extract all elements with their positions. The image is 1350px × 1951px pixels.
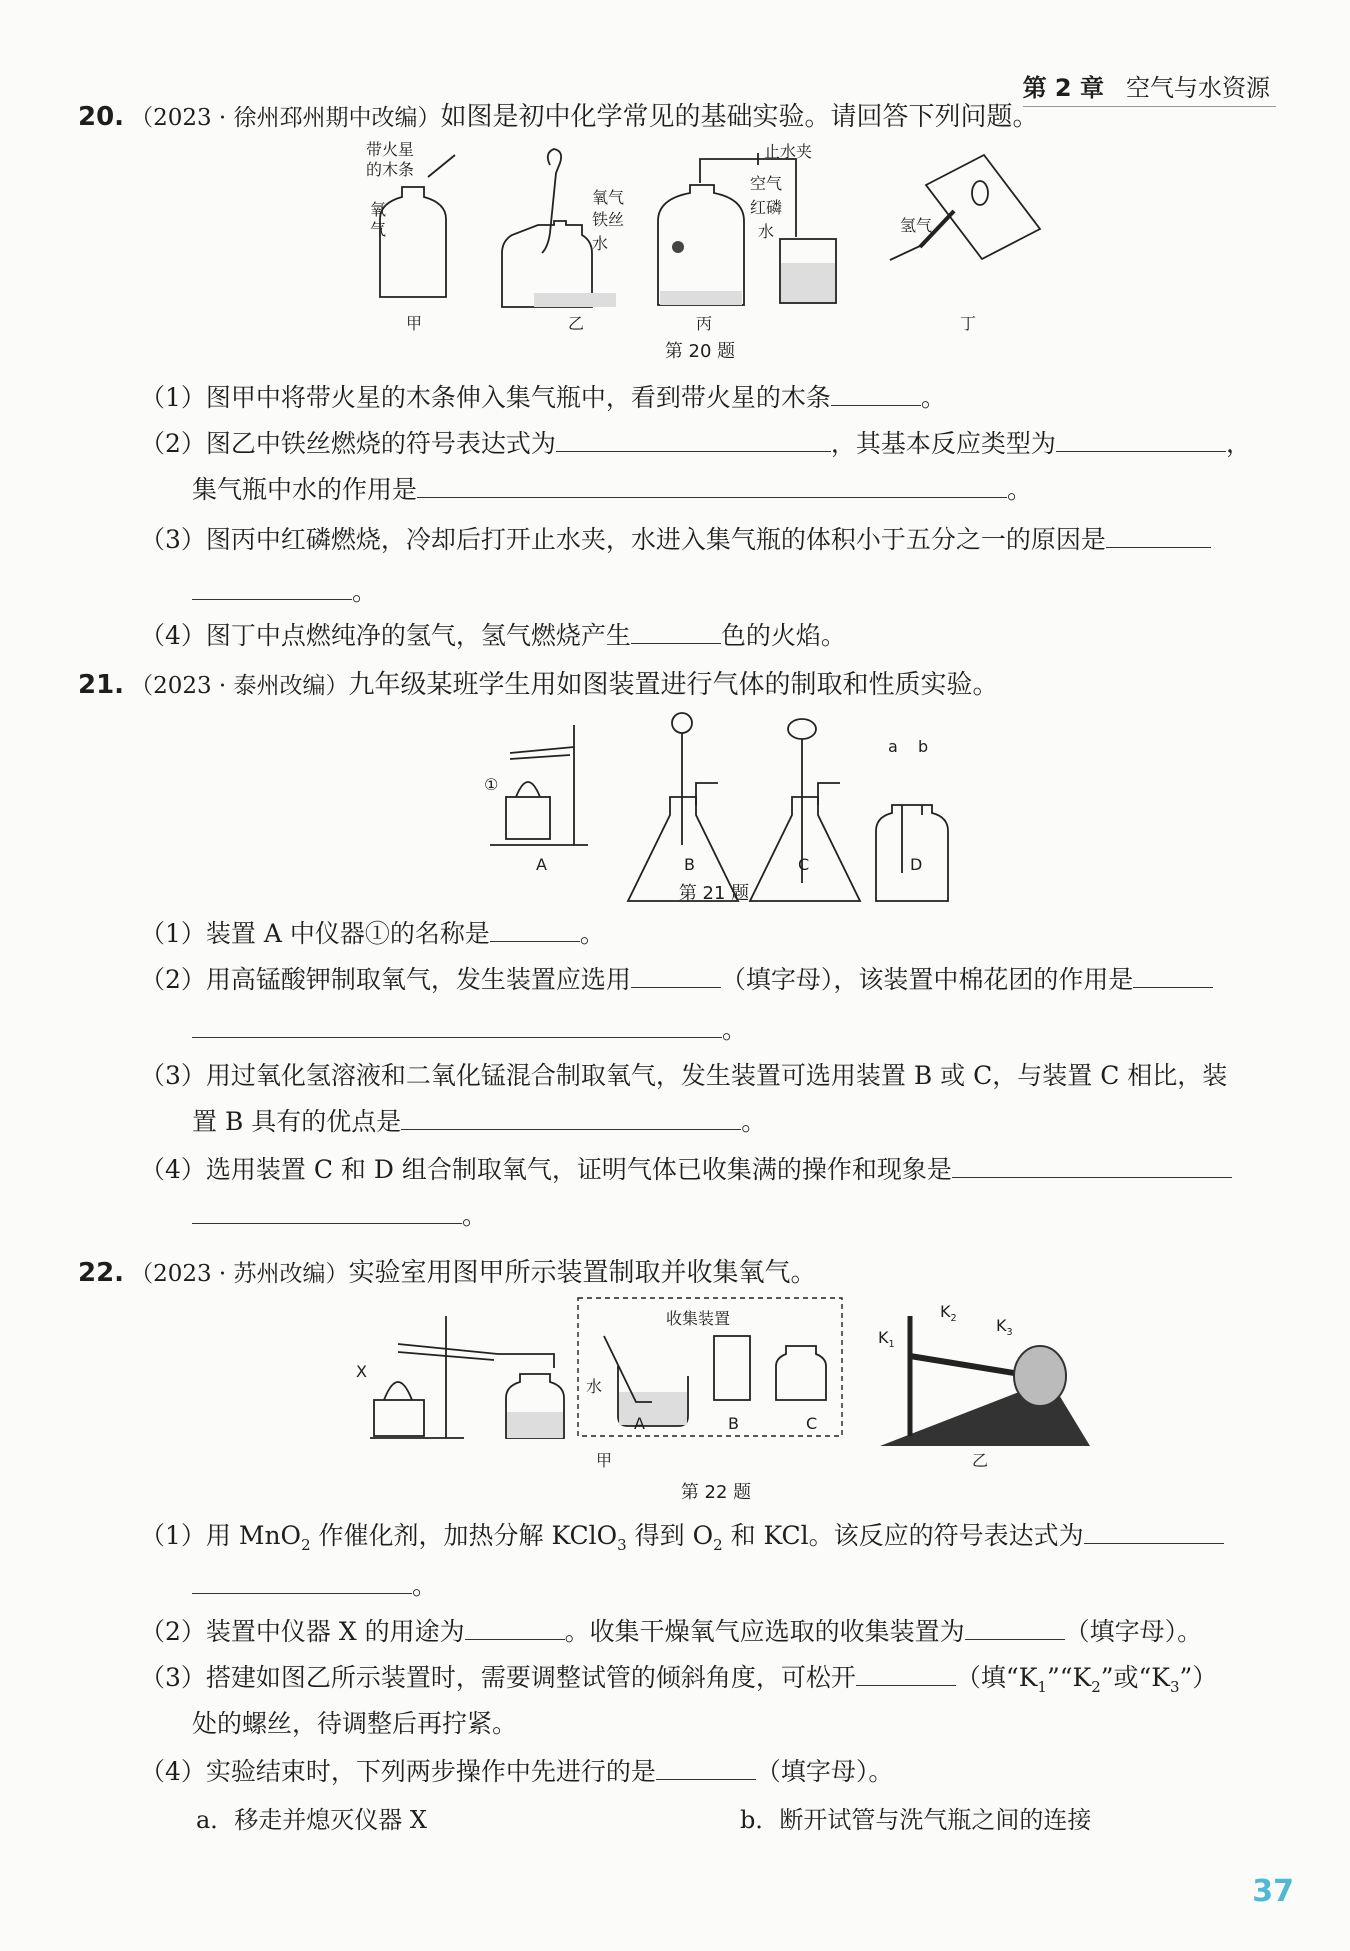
answer-blank[interactable]: [631, 963, 721, 988]
answer-blank[interactable]: [656, 1755, 756, 1780]
page-number: 37: [1252, 1874, 1294, 1909]
chapter-title: 空气与水资源: [1126, 74, 1270, 102]
q21-item3: （3）用过氧化氢溶液和二氧化锰混合制取氧气，发生装置可选用装置 B 或 C，与装置 C 相比，装: [140, 1061, 1228, 1090]
label-water: 水: [586, 1377, 603, 1396]
label-collect-device: 收集装置: [666, 1309, 731, 1328]
answer-blank[interactable]: [192, 1199, 462, 1224]
q21-caption: 第 21 题: [678, 883, 750, 904]
answer-blank[interactable]: [1084, 1519, 1224, 1544]
q20-figure: [360, 135, 1080, 360]
q22-item3-cont: 处的螺丝，待调整后再拧紧。: [192, 1709, 518, 1738]
chapter-header: [1023, 68, 1270, 103]
label-A: A: [536, 855, 547, 874]
label-oxygen: 氧气: [592, 188, 625, 207]
label-K1: $K_1$: [878, 1328, 895, 1351]
q21-stem: 九年级某班学生用如图装置进行气体的制取和性质实验。: [348, 670, 999, 700]
label-ding: 丁: [960, 314, 977, 333]
q22-option-a: a．移走并熄灭仪器 X: [196, 1806, 428, 1834]
label-B: B: [684, 855, 695, 874]
answer-blank[interactable]: [192, 1569, 412, 1594]
q22-item1-cont: 。: [192, 1566, 437, 1602]
q20-item1: （1）图甲中将带火星的木条伸入集气瓶中，看到带火星的木条 。: [140, 383, 946, 412]
label-instrument-1: ①: [484, 775, 499, 794]
header-rule: [1023, 106, 1276, 107]
answer-blank[interactable]: [965, 1615, 1065, 1640]
answer-blank[interactable]: [556, 427, 831, 452]
q22-stem: 实验室用图甲所示装置制取并收集氧气。: [348, 1258, 817, 1288]
answer-blank[interactable]: [1133, 963, 1213, 988]
q20-item4: （4）图丁中点燃纯净的氢气，氢气燃烧产生 色的火焰。: [140, 621, 846, 650]
answer-blank[interactable]: [1106, 523, 1211, 548]
label-oxygen-v2: 气: [370, 220, 387, 239]
answer-blank[interactable]: [465, 1615, 565, 1640]
answer-blank[interactable]: [831, 381, 921, 406]
q22-source: （2023 · 苏州改编）: [130, 1261, 349, 1287]
label-C: C: [798, 855, 810, 874]
q21-source: （2023 · 泰州改编）: [130, 673, 349, 699]
answer-blank[interactable]: [952, 1153, 1232, 1178]
q21-apparatus-drawing: [470, 705, 970, 905]
label-air: 空气: [750, 174, 783, 193]
answer-blank[interactable]: [490, 917, 580, 942]
q22-figure: [350, 1296, 1090, 1508]
q22-item2: （2）装置中仪器 X 的用途为 。收集干燥氧气应选取的收集装置为 （填字母）。: [140, 1617, 1203, 1646]
label-yi: 乙: [972, 1451, 989, 1470]
answer-blank[interactable]: [192, 575, 352, 600]
q20-source: （2023 · 徐州邳州期中改编）: [130, 105, 441, 131]
q21-item3-cont: 置 B 具有的优点是 。: [192, 1107, 767, 1136]
label-K2: $K_2$: [940, 1302, 957, 1325]
q21-number: 21.: [78, 670, 125, 700]
q22-number: 22.: [78, 1258, 125, 1288]
label-b: b: [918, 737, 929, 756]
label-bing: 丙: [696, 314, 713, 333]
q21-heading: [78, 664, 999, 701]
label-a: a: [888, 737, 898, 756]
q21-item4-cont: 。: [192, 1196, 487, 1232]
q21-item4: （4）选用装置 C 和 D 组合制取氧气，证明气体已收集满的操作和现象是: [140, 1150, 1232, 1186]
q22-item4: （4）实验结束时，下列两步操作中先进行的是 （填字母）。: [140, 1757, 894, 1786]
answer-blank[interactable]: [1056, 427, 1226, 452]
q22-heading: [78, 1252, 817, 1289]
label-splint-line1: 带火星: [366, 140, 415, 159]
label-red-phosphorus: 红磷: [750, 198, 783, 217]
answer-blank[interactable]: [192, 1013, 722, 1038]
label-clamp: 止水夹: [764, 142, 813, 161]
label-water: 水: [592, 234, 609, 253]
label-water-2: 水: [758, 222, 775, 241]
label-C: C: [806, 1414, 818, 1433]
label-A: A: [634, 1414, 645, 1433]
label-yi: 乙: [568, 314, 585, 333]
q20-number: 20.: [78, 102, 125, 132]
label-oxygen-v1: 氧: [370, 200, 387, 219]
label-D: D: [910, 855, 923, 874]
q22-caption: 第 22 题: [680, 1482, 752, 1503]
q21-item1: （1）装置 A 中仪器①的名称是 。: [140, 919, 605, 948]
answer-blank[interactable]: [417, 473, 1007, 498]
label-iron-wire: 铁丝: [592, 210, 625, 229]
label-jia: 甲: [406, 314, 423, 333]
answer-blank[interactable]: [631, 619, 721, 644]
q22-option-b: b．断开试管与洗气瓶之间的连接: [740, 1806, 1092, 1834]
q20-caption: 第 20 题: [664, 341, 736, 362]
q20-item2: （2）图乙中铁丝燃烧的符号表达式为 ，其基本反应类型为 ，: [140, 429, 1251, 458]
q21-item2: （2）用高锰酸钾制取氧气，发生装置应选用 （填字母），该装置中棉花团的作用是: [140, 960, 1213, 996]
q20-stem: 如图是初中化学常见的基础实验。请回答下列问题。: [440, 102, 1039, 132]
q20-item3-cont: 。: [192, 572, 377, 608]
answer-blank[interactable]: [856, 1661, 956, 1686]
answer-blank[interactable]: [401, 1105, 741, 1130]
q20-item3: （3）图丙中红磷燃烧，冷却后打开止水夹，水进入集气瓶的体积小于五分之一的原因是: [140, 520, 1211, 556]
chapter-number: 第 2 章: [1022, 74, 1104, 102]
label-jia: 甲: [596, 1451, 613, 1470]
q20-item2-cont: 集气瓶中水的作用是 。: [192, 475, 1033, 504]
q22-item1: （1）用 MnO$_2$ 作催化剂，加热分解 KClO$_3$ 得到 $O_2$ 和 KCl。该反应的符号表达式为: [140, 1516, 1224, 1554]
q21-figure: [470, 705, 970, 905]
label-K3: $K_3$: [996, 1316, 1013, 1339]
q21-item2-cont: 。: [192, 1010, 747, 1046]
q20-heading: [78, 96, 1039, 133]
label-splint-line2: 的木条: [366, 160, 415, 179]
label-B: B: [728, 1414, 739, 1433]
label-X: X: [356, 1362, 367, 1381]
q22-item3: （3）搭建如图乙所示装置时，需要调整试管的倾斜角度，可松开 （填“$K_1”“K_2$”或“$K_3$”）: [140, 1663, 1218, 1696]
label-hydrogen: 氢气: [900, 216, 933, 235]
